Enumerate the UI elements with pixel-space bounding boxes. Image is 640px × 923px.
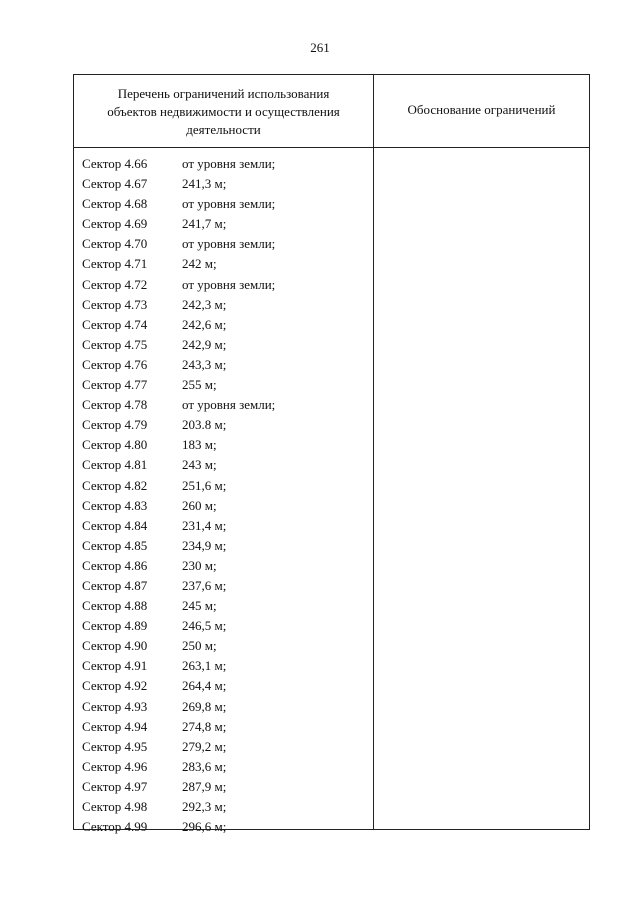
table-row: [82, 254, 275, 274]
sector-label: Сектор 4.94: [82, 718, 148, 734]
height-value: 245 м;: [182, 598, 217, 614]
table-row: [82, 536, 275, 556]
sector-label: Сектор 4.72: [82, 276, 148, 292]
height-value: от уровня земли;: [182, 276, 276, 292]
height-value: 231,4 м;: [182, 517, 227, 533]
table-row: [82, 435, 275, 455]
table-row: [82, 335, 275, 355]
height-value: 246,5 м;: [182, 618, 227, 634]
table-row: [82, 275, 275, 295]
sector-label: Сектор 4.87: [82, 577, 148, 593]
sector-label: Сектор 4.70: [82, 236, 148, 252]
table-row: [82, 476, 275, 496]
table-row: [82, 194, 275, 214]
height-value: 279,2 м;: [182, 738, 227, 754]
height-value: 230 м;: [182, 557, 217, 573]
sector-label: Сектор 4.86: [82, 557, 148, 573]
sector-label: Сектор 4.95: [82, 738, 148, 754]
sector-label: Сектор 4.98: [82, 799, 148, 814]
sector-label: Сектор 4.97: [82, 778, 148, 794]
sector-label: Сектор 4.84: [82, 517, 148, 533]
table-row: [82, 797, 275, 817]
height-value: от уровня земли;: [182, 156, 276, 171]
height-value: от уровня земли;: [182, 196, 276, 212]
sector-label: Сектор 4.75: [82, 336, 148, 352]
height-value: 269,8 м;: [182, 698, 227, 714]
sector-label: Сектор 4.67: [82, 176, 148, 192]
height-value: 274,8 м;: [182, 718, 227, 734]
table-row: [82, 174, 275, 194]
table-row: [82, 596, 275, 616]
height-value: 242,3 м;: [182, 296, 227, 312]
table-row: [82, 295, 275, 315]
table-row: [82, 697, 275, 717]
table-row: [82, 154, 275, 174]
height-value: 260 м;: [182, 497, 217, 513]
height-value: 241,3 м;: [182, 176, 227, 192]
height-value: 264,4 м;: [182, 678, 227, 694]
table-row: [82, 737, 275, 757]
height-value: 203.8 м;: [182, 417, 227, 433]
table-row: [82, 717, 275, 737]
sector-label: Сектор 4.69: [82, 216, 148, 232]
sector-label: Сектор 4.88: [82, 598, 148, 614]
table-row: [82, 656, 275, 676]
height-value: от уровня земли;: [182, 236, 276, 252]
table-row: [82, 556, 275, 576]
sector-label: Сектор 4.66: [82, 156, 148, 171]
height-value: 263,1 м;: [182, 658, 227, 674]
sector-label: Сектор 4.68: [82, 196, 148, 212]
sector-label: Сектор 4.73: [82, 296, 148, 312]
sector-label: Сектор 4.77: [82, 377, 148, 393]
sector-label: Сектор 4.80: [82, 437, 148, 453]
table-row: [82, 616, 275, 636]
sector-label: Сектор 4.81: [82, 457, 148, 473]
table-body: [82, 154, 275, 837]
height-value: 242,9 м;: [182, 336, 227, 352]
height-value: 243 м;: [182, 457, 217, 473]
table-row: [82, 455, 275, 475]
height-value: 250 м;: [182, 638, 217, 654]
restrictions-table: [73, 74, 590, 835]
sector-label: Сектор 4.74: [82, 316, 148, 332]
sector-label: Сектор 4.91: [82, 658, 148, 674]
column-header-line: Перечень ограничений использования: [117, 86, 330, 101]
height-value: 296,6 м;: [182, 819, 227, 835]
table-row: [82, 395, 275, 415]
table-row: [82, 234, 275, 254]
sector-label: Сектор 4.90: [82, 638, 148, 654]
height-value: 242 м;: [182, 256, 217, 272]
sector-label: Сектор 4.82: [82, 477, 148, 493]
column-header-justification: Обоснование ограничений: [407, 102, 556, 117]
height-value: 242,6 м;: [182, 316, 227, 332]
height-value: 234,9 м;: [182, 537, 227, 553]
sector-label: Сектор 4.76: [82, 356, 148, 372]
height-value: 241,7 м;: [182, 216, 227, 232]
sector-label: Сектор 4.85: [82, 537, 148, 553]
sector-label: Сектор 4.83: [82, 497, 148, 513]
table-row: [82, 375, 275, 395]
table-row: [82, 676, 275, 696]
table-row: [82, 576, 275, 596]
column-header-line: объектов недвижимости и осуществления: [107, 104, 340, 119]
height-value: 251,6 м;: [182, 477, 227, 493]
sector-label: Сектор 4.79: [82, 417, 148, 433]
sector-label: Сектор 4.92: [82, 678, 148, 694]
height-value: от уровня земли;: [182, 397, 276, 413]
table-row: [82, 355, 275, 375]
height-value: 183 м;: [182, 437, 217, 453]
column-header-line: деятельности: [186, 122, 261, 137]
sector-label: Сектор 4.71: [82, 256, 148, 272]
table-row: [82, 516, 275, 536]
height-value: 283,6 м;: [182, 758, 227, 774]
table-row: [82, 214, 275, 234]
height-value: 255 м;: [182, 377, 217, 393]
header-divider: [74, 147, 589, 148]
table-row: [82, 636, 275, 656]
table-row: [82, 496, 275, 516]
height-value: 243,3 м;: [182, 356, 227, 372]
column-header-restrictions: [74, 85, 373, 139]
table-row: [82, 817, 275, 837]
sector-label: Сектор 4.99: [82, 819, 148, 835]
height-value: 292,3 м;: [182, 799, 227, 814]
column-divider: [373, 75, 374, 829]
table-row: [82, 315, 275, 335]
page-number: 261: [310, 40, 330, 55]
sector-label: Сектор 4.89: [82, 618, 148, 634]
table-row: [82, 415, 275, 435]
sector-label: Сектор 4.93: [82, 698, 148, 714]
height-value: 287,9 м;: [182, 778, 227, 794]
sector-label: Сектор 4.78: [82, 397, 148, 413]
table-row: [82, 777, 275, 797]
sector-label: Сектор 4.96: [82, 758, 148, 774]
table-row: [82, 757, 275, 777]
height-value: 237,6 м;: [182, 577, 227, 593]
